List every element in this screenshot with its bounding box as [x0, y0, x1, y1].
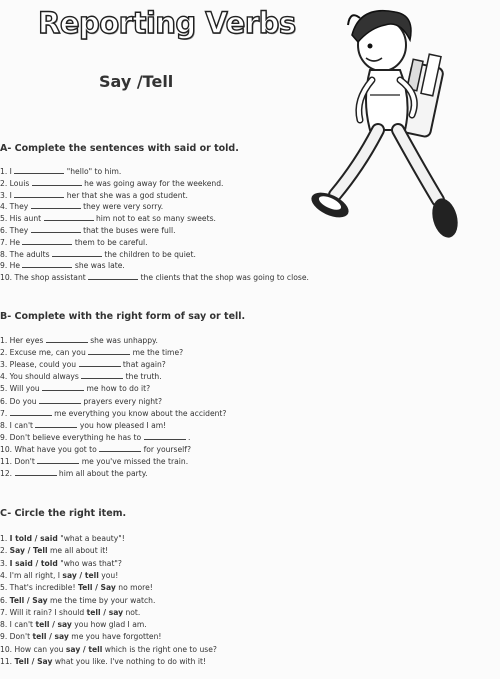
section-b-item-number: 9.	[0, 432, 10, 442]
section-a-answer-blank[interactable]	[31, 201, 81, 209]
section-b-item-text: for yourself?	[141, 444, 191, 454]
section-c-choice[interactable]: Tell / Say	[9, 595, 48, 605]
section-b-item-text: I can't	[9, 420, 36, 430]
section-b-item	[0, 371, 162, 382]
section-b-item-number: 1.	[0, 336, 10, 345]
section-c-item-text: you!	[98, 570, 119, 580]
section-b-answer-blank[interactable]	[144, 432, 186, 440]
section-c-item	[0, 631, 161, 642]
section-b-item-text: prayers every night?	[80, 396, 163, 406]
section-b-item-text: the truth.	[123, 372, 162, 382]
section-b-item-text: me how to do it?	[84, 384, 151, 394]
section-c-item-text: me all about it!	[47, 546, 109, 556]
section-c-item-number: 1.	[0, 534, 10, 543]
section-b-item-number: 7.	[0, 408, 10, 418]
section-b-item-text: me you've missed the train.	[79, 457, 189, 466]
section-a-item-number: 4.	[0, 202, 10, 212]
section-c-item	[0, 533, 125, 544]
section-a-item	[0, 237, 148, 248]
section-c-item-text: no more!	[115, 583, 153, 593]
section-b-item-text: Her eyes	[9, 336, 46, 345]
section-a-item-text: The shop assistant	[14, 273, 89, 283]
section-a-item-text: them to be careful.	[72, 237, 148, 247]
section-c-item	[0, 595, 155, 606]
section-c-choice[interactable]: say / tell	[62, 570, 99, 580]
section-b-item-text: you how pleased I am!	[77, 420, 167, 430]
section-c-item-text: you how glad I am.	[71, 620, 147, 630]
section-a-item	[0, 201, 163, 212]
section-b-item	[0, 347, 183, 358]
section-c-choice[interactable]: Tell / Say	[14, 657, 53, 666]
section-a-item	[0, 249, 196, 260]
section-a-item-number: 2.	[0, 178, 10, 188]
section-a-item-text: The adults	[9, 249, 52, 259]
section-a-item-number: 6.	[0, 226, 10, 235]
section-a-item-text: the children to be quiet.	[101, 249, 196, 259]
section-c-item-number: 6.	[0, 595, 10, 605]
section-a-item-text: he was going away for the weekend.	[81, 178, 224, 188]
section-a-item-number: 1.	[0, 167, 10, 176]
section-b-answer-blank[interactable]	[79, 359, 121, 367]
section-b-item-text: .	[185, 432, 191, 442]
section-a-item-text: she was late.	[72, 261, 125, 271]
section-a-item-text: He	[9, 237, 23, 247]
section-a-item-number: 7.	[0, 237, 10, 247]
section-b-answer-blank[interactable]	[15, 468, 57, 476]
section-c-choice[interactable]: I said / told	[9, 558, 58, 568]
section-b-item-number: 2.	[0, 348, 10, 358]
section-c-item	[0, 570, 118, 581]
section-a-item	[0, 166, 121, 177]
section-c-item-number: 11.	[0, 657, 15, 666]
section-c-item-number: 4.	[0, 570, 10, 580]
section-a-item-text: I	[9, 167, 15, 176]
section-c-item-text: what you like. I've nothing to do with it!	[52, 657, 206, 666]
section-c-item	[0, 619, 147, 630]
section-b-item-text: him all about the party.	[56, 469, 148, 479]
section-a-item-text: He	[9, 261, 23, 271]
section-c-heading: C- Circle the right item.	[0, 508, 127, 519]
section-c-item-text: Don't	[9, 632, 33, 642]
section-c-item-text: That's incredible!	[9, 583, 78, 593]
section-b-item-text: me everything you know about the accident?	[51, 408, 227, 418]
section-c-item-number: 7.	[0, 607, 10, 617]
section-c-choice[interactable]: Say / Tell	[9, 546, 48, 556]
section-b-item-number: 12.	[0, 469, 15, 479]
section-a-item-text: "hello" to him.	[64, 167, 122, 176]
section-a-heading: A- Complete the sentences with said or told.	[0, 143, 239, 154]
section-a-answer-blank[interactable]	[52, 249, 102, 257]
section-c-item-number: 5.	[0, 583, 10, 593]
section-c-item-text: "what a beauty"!	[57, 534, 125, 543]
section-b-heading: B- Complete with the right form of say or tell.	[0, 311, 246, 322]
section-c-item	[0, 607, 140, 618]
section-b-answer-blank[interactable]	[42, 383, 84, 391]
section-c-item	[0, 644, 217, 655]
section-b-item	[0, 432, 190, 443]
section-a-item-text: they were very sorry.	[80, 202, 164, 212]
section-b-item-number: 3.	[0, 360, 10, 370]
section-b-item-number: 4.	[0, 372, 10, 382]
section-b-item	[0, 408, 226, 419]
section-c-item-text: How can you	[14, 644, 66, 654]
section-c-item-text: I can't	[9, 620, 36, 630]
section-c-item-number: 8.	[0, 620, 10, 630]
section-a-item-text: her that she was a god student.	[64, 190, 188, 200]
section-b-item-text: that again?	[120, 360, 166, 370]
section-b-answer-blank[interactable]	[10, 408, 52, 416]
section-b-answer-blank[interactable]	[99, 444, 141, 452]
section-b-answer-blank[interactable]	[81, 371, 123, 379]
section-b-answer-blank[interactable]	[88, 347, 130, 355]
section-c-item-text: me the time by your watch.	[47, 595, 156, 605]
section-a-answer-blank[interactable]	[14, 166, 64, 174]
section-c-item	[0, 656, 206, 667]
section-a-answer-blank[interactable]	[32, 178, 82, 186]
section-a-item-number: 10.	[0, 273, 15, 283]
section-a-item-text: I	[9, 190, 15, 200]
section-c-choice[interactable]: Tell / Say	[77, 583, 116, 593]
section-c-item-text: not.	[123, 607, 141, 617]
section-b-item	[0, 383, 150, 394]
section-a-answer-blank[interactable]	[22, 237, 72, 245]
section-b-answer-blank[interactable]	[37, 456, 79, 464]
running-boy-illustration	[300, 0, 470, 250]
section-b-item-number: 11.	[0, 457, 15, 466]
section-a-item-text: the clients that the shop was going to close.	[138, 273, 309, 283]
section-a-answer-blank[interactable]	[14, 190, 64, 198]
section-c-item-text: "who was that"?	[57, 558, 122, 568]
section-a-item	[0, 272, 309, 283]
section-b-item-text: Don't believe everything he has to	[9, 432, 144, 442]
section-c-item-text: I'm all right, I	[9, 570, 63, 580]
section-b-answer-blank[interactable]	[35, 420, 77, 428]
section-a-item-text: Louis	[9, 178, 32, 188]
section-b-item-text: me the time?	[130, 348, 184, 358]
section-a-answer-blank[interactable]	[88, 272, 138, 280]
section-b-item	[0, 396, 162, 407]
section-a-item-text: that the buses were full.	[80, 226, 176, 235]
section-a-item-text: him not to eat so many sweets.	[93, 214, 216, 224]
section-c-item-number: 2.	[0, 546, 10, 556]
section-c-item	[0, 545, 108, 556]
section-a-item-text: His aunt	[9, 214, 44, 224]
section-c-item-text: me you have forgotten!	[68, 632, 162, 642]
section-b-answer-blank[interactable]	[39, 396, 81, 404]
section-b-item-number: 6.	[0, 396, 10, 406]
section-c-item-number: 3.	[0, 558, 10, 568]
section-b-item-text: What have you got to	[14, 444, 100, 454]
worksheet-title: Reporting Verbs	[38, 6, 296, 40]
section-a-answer-blank[interactable]	[31, 225, 81, 233]
section-b-item	[0, 335, 158, 346]
section-b-item-text: Please, could you	[9, 360, 79, 370]
section-b-item-text: Will you	[9, 384, 43, 394]
worksheet-subtitle: Say /Tell	[99, 72, 174, 91]
section-a-answer-blank[interactable]	[22, 260, 72, 268]
section-c-item-text: which is the right one to use?	[102, 644, 217, 654]
section-a-item	[0, 213, 216, 224]
section-a-answer-blank[interactable]	[44, 213, 94, 221]
section-c-choice[interactable]: say / tell	[65, 644, 103, 654]
section-b-item-number: 10.	[0, 444, 15, 454]
section-a-item-number: 8.	[0, 249, 10, 259]
section-b-item-number: 8.	[0, 420, 10, 430]
section-b-item	[0, 444, 191, 455]
section-a-item-number: 5.	[0, 214, 10, 224]
section-c-item-number: 9.	[0, 632, 10, 642]
section-b-item	[0, 359, 166, 370]
section-c-choice[interactable]: tell / say	[32, 632, 69, 642]
section-b-item	[0, 456, 188, 467]
section-b-item	[0, 420, 166, 431]
section-a-item	[0, 260, 125, 271]
section-c-choice[interactable]: tell / say	[35, 620, 72, 630]
section-c-choice[interactable]: tell / say	[86, 607, 124, 617]
section-b-item-text: Do you	[9, 396, 39, 406]
section-b-item-text: she was unhappy.	[87, 336, 158, 345]
section-b-item-text: Don't	[14, 457, 38, 466]
section-c-item	[0, 582, 153, 593]
section-a-item-text: They	[9, 202, 31, 212]
section-c-item	[0, 558, 122, 569]
section-a-item-text: They	[9, 226, 31, 235]
section-b-item-text: You should always	[9, 372, 82, 382]
section-b-item-number: 5.	[0, 384, 10, 394]
section-b-item	[0, 468, 148, 479]
section-a-item-number: 9.	[0, 261, 10, 271]
section-c-item-text: Will it rain? I should	[9, 607, 87, 617]
section-b-answer-blank[interactable]	[46, 335, 88, 343]
section-c-choice[interactable]: I told / said	[9, 534, 58, 543]
section-c-item-number: 10.	[0, 644, 15, 654]
section-a-item-number: 3.	[0, 190, 10, 200]
section-b-item-text: Excuse me, can you	[9, 348, 89, 358]
section-a-item	[0, 178, 223, 189]
section-a-item	[0, 190, 188, 201]
section-a-item	[0, 225, 176, 236]
